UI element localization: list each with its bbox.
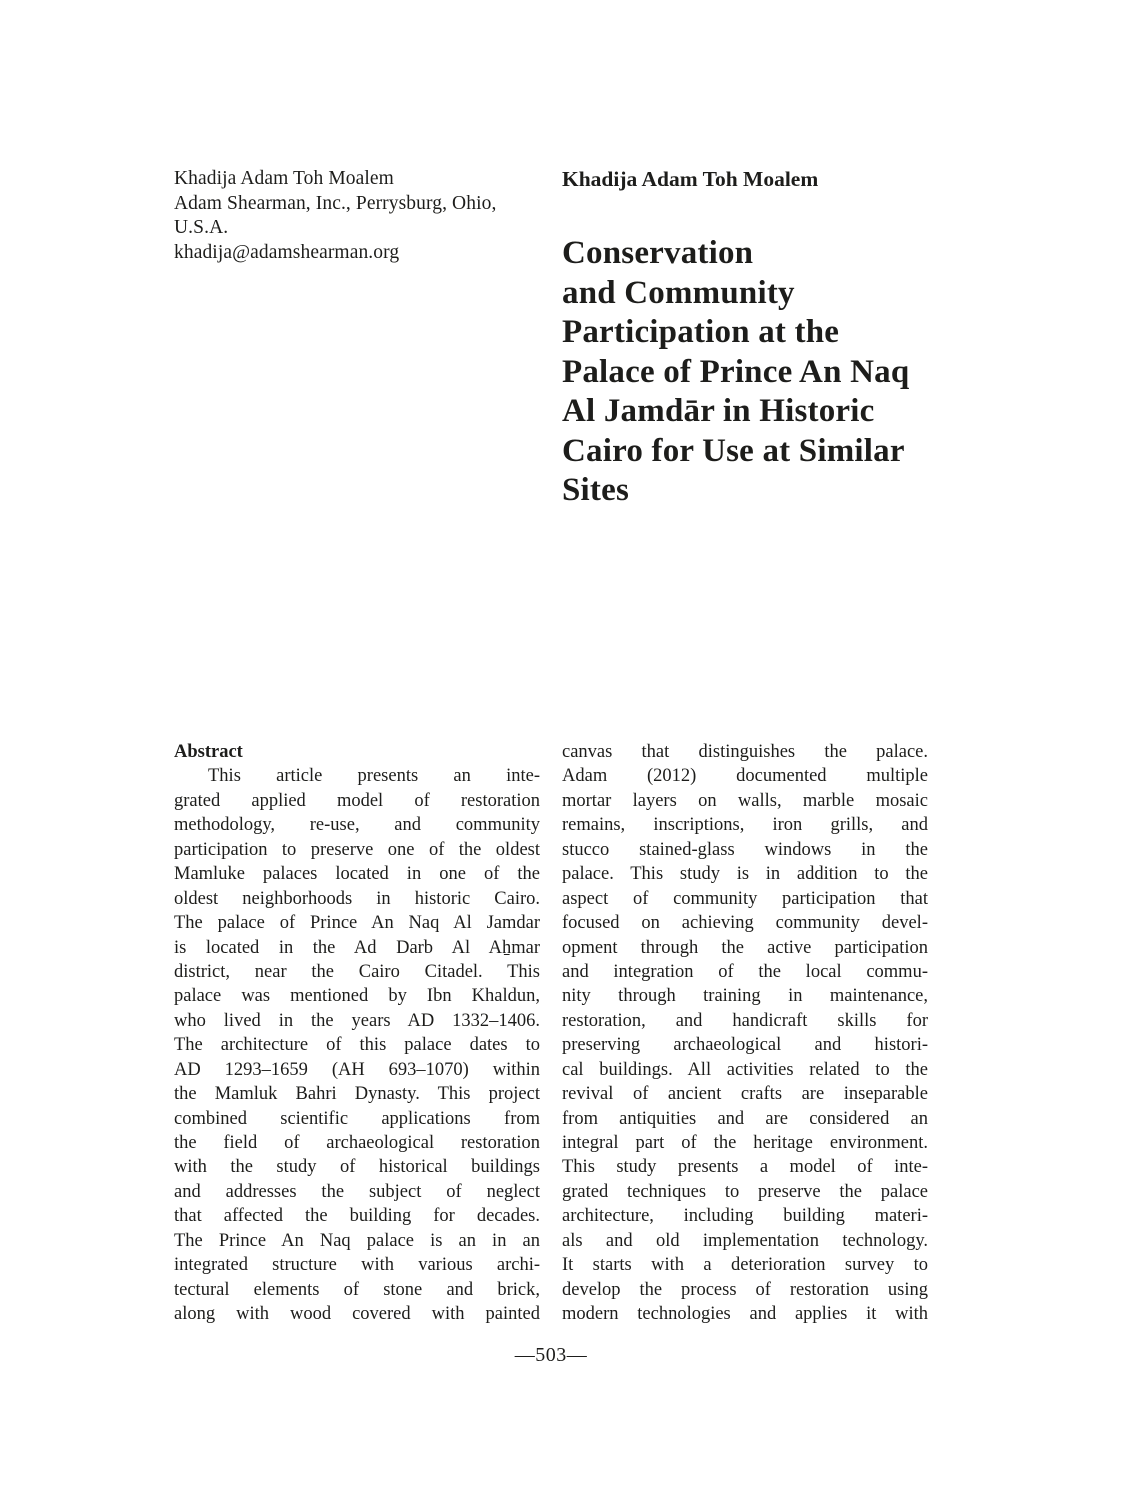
text-line: It starts with a deterioration survey to	[562, 1255, 928, 1276]
title-line: Conservation	[562, 235, 754, 271]
text-line: modern technologies and applies it with	[562, 1304, 928, 1325]
text-line: the Mamluk Bahri Dynasty. This project	[174, 1084, 540, 1105]
text-line: canvas that distinguishes the palace.	[562, 742, 928, 762]
text-line: and addresses the subject of neglect	[174, 1181, 540, 1202]
text-line: nity through training in maintenance,	[562, 986, 928, 1007]
text-line: als and old implementation technology.	[562, 1230, 928, 1251]
abstract-left-lines	[174, 764, 540, 1326]
text-line: This article presents an inte-	[208, 766, 540, 787]
text-line: focused on achieving community devel-	[562, 913, 928, 934]
text-line: with the study of historical buildings	[174, 1157, 540, 1178]
text-line: develop the process of restoration using	[562, 1279, 928, 1300]
title-line: Palace of Prince An Naq	[562, 353, 910, 390]
text-line: The architecture of this palace dates to	[174, 1035, 540, 1056]
abstract-right-lines	[562, 740, 928, 1327]
text-line: palace. This study is in addition to the	[562, 864, 928, 885]
text-line: The Prince An Naq palace is an in an	[174, 1230, 540, 1251]
text-line: participation to preserve one of the oldest	[174, 839, 540, 860]
text-line: district, near the Cairo Citadel. This	[174, 961, 540, 982]
text-line: The palace of Prince An Naq Al Jamdar	[174, 913, 540, 934]
text-line: cal buildings. All activities related to the	[562, 1059, 928, 1080]
title-line: Sites	[562, 472, 629, 508]
text-line: Mamluke palaces located in one of the	[174, 864, 540, 885]
title-line: Cairo for Use at Similar	[562, 432, 905, 469]
text-line: preserving archaeological and histori-	[562, 1035, 928, 1056]
text-line: remains, inscriptions, iron grills, and	[562, 815, 928, 836]
author-block	[174, 167, 554, 265]
text-line: that affected the building for decades.	[174, 1206, 540, 1227]
text-line: from antiquities and are considered an	[562, 1108, 928, 1129]
title-line: Al Jamdār in Historic	[562, 393, 875, 429]
text-line: grated techniques to preserve the palace	[562, 1181, 928, 1202]
text-line: This study presents a model of inte-	[562, 1157, 928, 1178]
text-line: along with wood covered with painted	[174, 1304, 540, 1325]
title-line: and Community	[562, 274, 795, 311]
text-line: combined scientific applications from	[174, 1108, 540, 1129]
author-email: khadija@adamshearman.org	[174, 241, 400, 263]
author-affiliation: Adam Shearman, Inc., Perrysburg, Ohio, U.S.A.	[174, 192, 497, 238]
text-line: is located in the Ad Darb Al Aẖmar	[174, 937, 540, 958]
header-author: Khadija Adam Toh Moalem	[562, 167, 819, 191]
text-line: Adam (2012) documented multiple	[562, 766, 928, 787]
text-line: integral part of the heritage environment.	[562, 1133, 928, 1153]
text-line: grated applied model of restoration	[174, 790, 540, 811]
text-line: palace was mentioned by Ibn Khaldun,	[174, 986, 540, 1007]
text-line: who lived in the years AD 1332–1406.	[174, 1010, 540, 1031]
text-line: integrated structure with various archi-	[174, 1255, 540, 1276]
article-title	[562, 234, 982, 511]
abstract-column-left	[174, 740, 540, 1327]
text-line: stucco stained-glass windows in the	[562, 839, 928, 860]
text-line: restoration, and handicraft skills for	[562, 1010, 928, 1031]
text-line: oldest neighborhoods in historic Cairo.	[174, 888, 540, 909]
text-line: and integration of the local commu-	[562, 961, 928, 982]
text-line: the field of archaeological restoration	[174, 1133, 540, 1153]
text-line: opment through the active participation	[562, 937, 928, 958]
text-line: revival of ancient crafts are inseparable	[562, 1084, 928, 1105]
text-line: aspect of community participation that	[562, 888, 928, 909]
title-line: Participation at the	[562, 314, 840, 350]
text-line: AD 1293–1659 (AH 693–1070) within	[174, 1059, 540, 1080]
abstract-column-right	[562, 740, 928, 1327]
text-line: methodology, re-use, and community	[174, 815, 540, 836]
text-line: tectural elements of stone and brick,	[174, 1279, 540, 1300]
author-name: Khadija Adam Toh Moalem	[174, 168, 394, 189]
text-line: mortar layers on walls, marble mosaic	[562, 790, 928, 811]
page-number: —503—	[514, 1344, 588, 1366]
text-line: architecture, including building materi-	[562, 1206, 928, 1227]
abstract-heading: Abstract	[174, 742, 243, 762]
